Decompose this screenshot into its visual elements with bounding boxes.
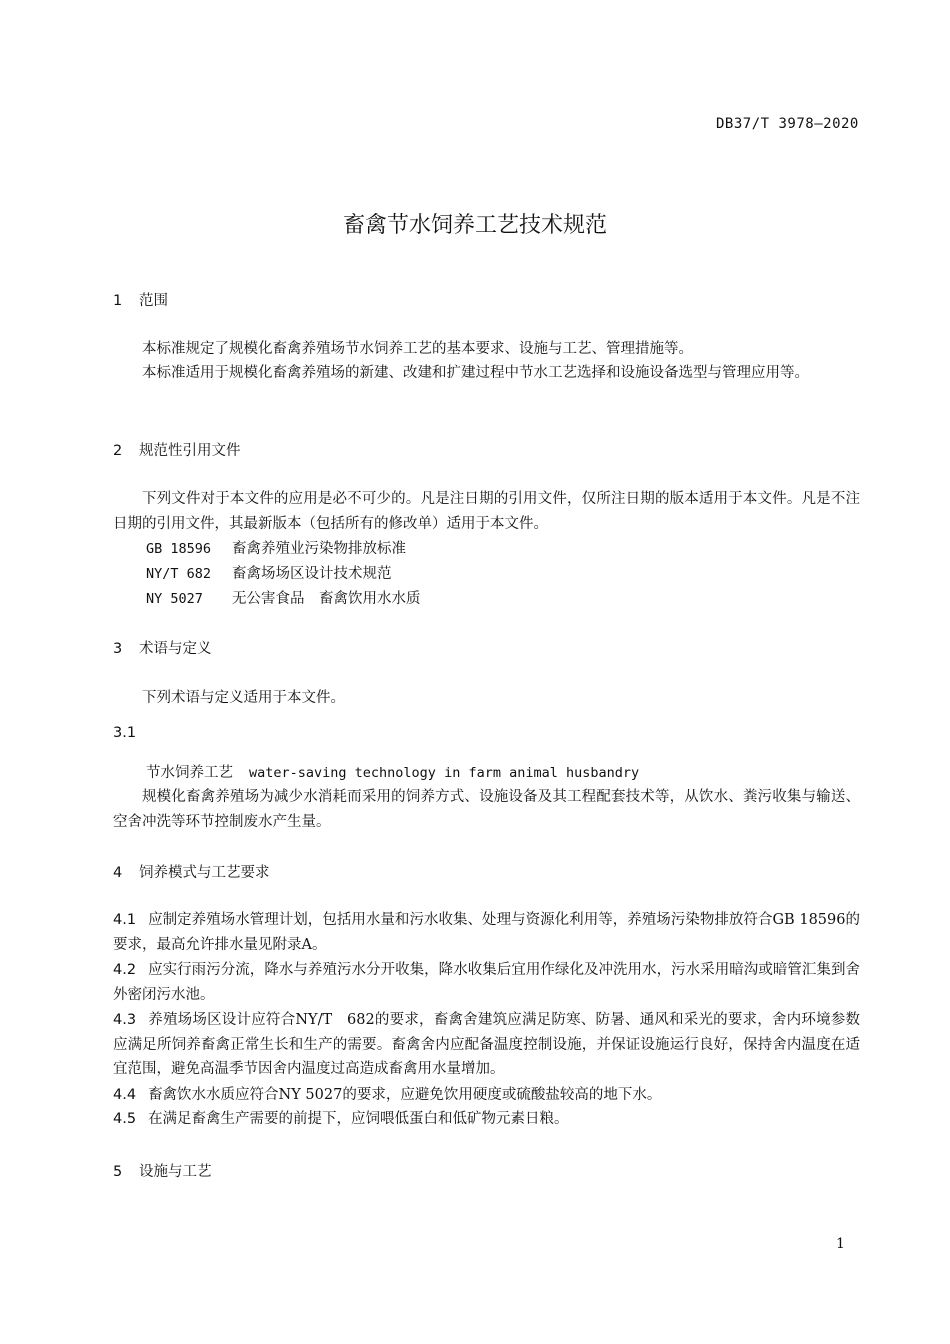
section-5-heading	[113, 1160, 212, 1181]
clause-number: 4.2	[113, 962, 137, 978]
clause-text: 应制定养殖场水管理计划，包括用水量和污水收集、处理与资源化利用等，养殖场污染物排放符合GB 18596的要求，最高允许排水量见附录A。	[113, 912, 860, 953]
section-number: 5	[113, 1164, 123, 1180]
section-number: 3	[113, 641, 123, 657]
reference-code: NY 5027	[146, 591, 203, 607]
section-number: 4	[113, 865, 123, 881]
section-title: 规范性引用文件	[139, 443, 241, 459]
section-number: 1	[113, 293, 123, 309]
clause-number: 4.5	[113, 1111, 137, 1127]
reference-code: GB 18596	[146, 541, 212, 557]
section-number: 2	[113, 443, 123, 459]
clause-number: 4.1	[113, 912, 137, 928]
section-1-heading	[113, 289, 168, 310]
term-entry	[146, 761, 639, 782]
section-3-paragraph-1: 下列术语与定义适用于本文件。	[142, 690, 345, 706]
reference-item	[146, 537, 406, 558]
clause-text: 养殖场场区设计应符合NY/T 682的要求，畜禽舍建筑应满足防寒、防暑、通风和采光的要求，舍内环境参数应满足所饲养畜禽正常生长和生产的需要。畜禽舍内应配备温度控制设施，并保证设施运行良好，保持舍内温度在适宜范围，避免高温季节因舍内温度过高造成畜禽用水量增加。	[113, 1012, 860, 1077]
section-title: 饲养模式与工艺要求	[139, 865, 270, 881]
section-title: 术语与定义	[139, 641, 212, 657]
section-title: 设施与工艺	[139, 1164, 212, 1180]
section-2-heading	[113, 439, 241, 460]
clause-item	[113, 1083, 860, 1108]
reference-item	[146, 562, 392, 583]
section-title: 范围	[139, 293, 168, 309]
section-3-heading	[113, 637, 212, 658]
clause-text: 在满足畜禽生产需要的前提下，应饲喂低蛋白和低矿物元素日粮。	[148, 1111, 569, 1127]
reference-title: 无公害食品 畜禽饮用水水质	[232, 591, 421, 607]
clause-text: 畜禽饮水水质应符合NY 5027的要求，应避免饮用硬度或硫酸盐较高的地下水。	[148, 1087, 662, 1103]
term-chinese: 节水饲养工艺	[146, 765, 233, 781]
page-number: 1	[836, 1236, 845, 1252]
subsection-3-1-number: 3.1	[113, 725, 137, 741]
section-1-paragraph-1: 本标准规定了规模化畜禽养殖场节水饲养工艺的基本要求、设施与工艺、管理措施等。	[142, 341, 693, 357]
section-2-paragraph-1: 下列文件对于本文件的应用是必不可少的。凡是注日期的引用文件，仅所注日期的版本适用于本文件。凡是不注日期的引用文件，其最新版本（包括所有的修改单）适用于本文件。	[113, 491, 860, 532]
reference-title: 畜禽养殖业污染物排放标准	[232, 541, 406, 557]
clause-item	[113, 958, 860, 1007]
page-title: 畜禽节水饲养工艺技术规范	[342, 213, 607, 238]
section-4-heading	[113, 861, 270, 882]
term-english: water-saving technology in farm animal husbandry	[249, 765, 640, 781]
clause-item	[113, 908, 860, 957]
reference-code: NY/T 682	[146, 566, 212, 582]
clause-item	[113, 1107, 860, 1132]
clause-number: 4.4	[113, 1087, 137, 1103]
clause-item	[113, 1008, 860, 1082]
reference-item	[146, 587, 421, 608]
clause-text: 应实行雨污分流，降水与养殖污水分开收集，降水收集后宜用作绿化及冲洗用水，污水采用暗沟或暗管汇集到舍外密闭污水池。	[113, 962, 860, 1003]
reference-title: 畜禽场场区设计技术规范	[232, 566, 392, 582]
term-definition: 规模化畜禽养殖场为减少水消耗而采用的饲养方式、设施设备及其工程配套技术等，从饮水、粪污收集与输送、空舍冲洗等环节控制废水产生量。	[113, 789, 860, 830]
standard-code: DB37/T 3978—2020	[716, 116, 859, 132]
clause-number: 4.3	[113, 1012, 137, 1028]
section-1-paragraph-2: 本标准适用于规模化畜禽养殖场的新建、改建和扩建过程中节水工艺选择和设施设备选型与管理应用等。	[142, 365, 809, 381]
